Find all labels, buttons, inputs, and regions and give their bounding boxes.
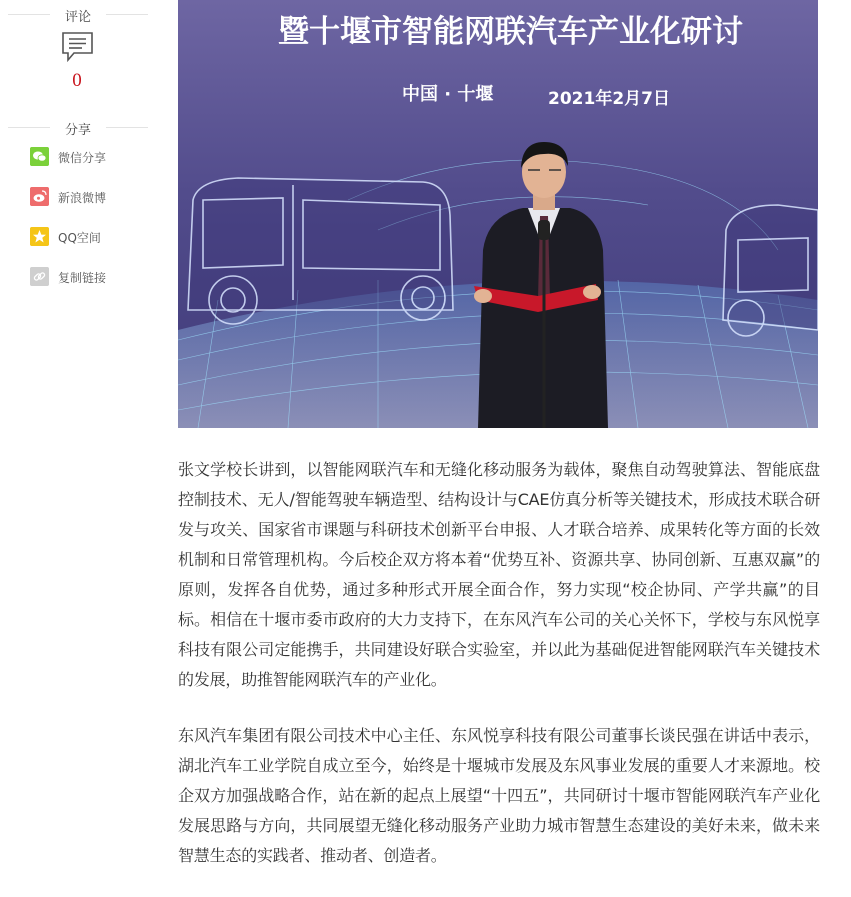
comment-heading: 评论 [8,6,148,22]
qzone-icon [30,227,49,246]
copy-link-label: 复制链接 [58,271,107,285]
article-paragraph: 张文学校长讲到，以智能网联汽车和无缝化移动服务为载体，聚焦自动驾驶算法、智能底盘控制技术、无人/智能驾驶车辆造型、结构设计与CAE仿真分析等关键技术，形成技术联合研发与攻关、国家省市课题与科研技术创新平台申报、人才联合培养、成果转化等方面的长效机制和日常管理机构。今后校企双方将本着“优势互补、资源共享、协同创新、互惠双赢”的原则，发挥各自优势，通过多种形式开展全面合作，努力实现“校企协同、产学共赢”的目标。相信在十堰市委市政府的大力支持下，在东风汽车公司的关心关怀下，学校与东风悦享科技有限公司定能携手，共同建设好联合实验室，并以此为基础促进智能网联汽车关键技术的发展，助推智能网联汽车的产业化。 [178,460,820,689]
comment-count[interactable]: 0 [72,70,82,91]
speech-photo [178,0,818,428]
share-weibo-label: 新浪微博 [58,191,107,205]
share-weibo-button[interactable] [30,187,150,207]
banner-date: 2021年2月7日 [548,89,670,109]
share-heading: 分享 [8,119,148,135]
banner-location: 中国 · 十堰 [402,84,494,105]
share-wechat-button[interactable] [30,147,150,167]
comment-icon[interactable] [61,31,94,62]
share-wechat-label: 微信分享 [58,151,107,165]
article-body [178,455,820,897]
share-qzone-label: QQ空间 [58,231,101,245]
link-icon [30,267,49,286]
weibo-icon [30,187,49,206]
article-photo [178,0,818,428]
article-paragraph: 东风汽车集团有限公司技术中心主任、东风悦享科技有限公司董事长谈民强在讲话中表示，湖北汽车工业学院自成立至今，始终是十堰城市发展及东风事业发展的重要人才来源地。校企双方加强战略合作，站在新的起点上展望“十四五”，共同研讨十堰市智能网联汽车产业化发展思路与方向，共同展望无缝化移动服务产业助力城市智慧生态建设的美好未来，做未来智慧生态的实践者、推动者、创造者。 [178,726,820,865]
copy-link-button[interactable] [30,267,150,287]
wechat-icon [30,147,49,166]
banner-title: 暨十堰市智能网联汽车产业化研讨 [278,14,743,50]
share-qzone-button[interactable] [30,227,150,247]
